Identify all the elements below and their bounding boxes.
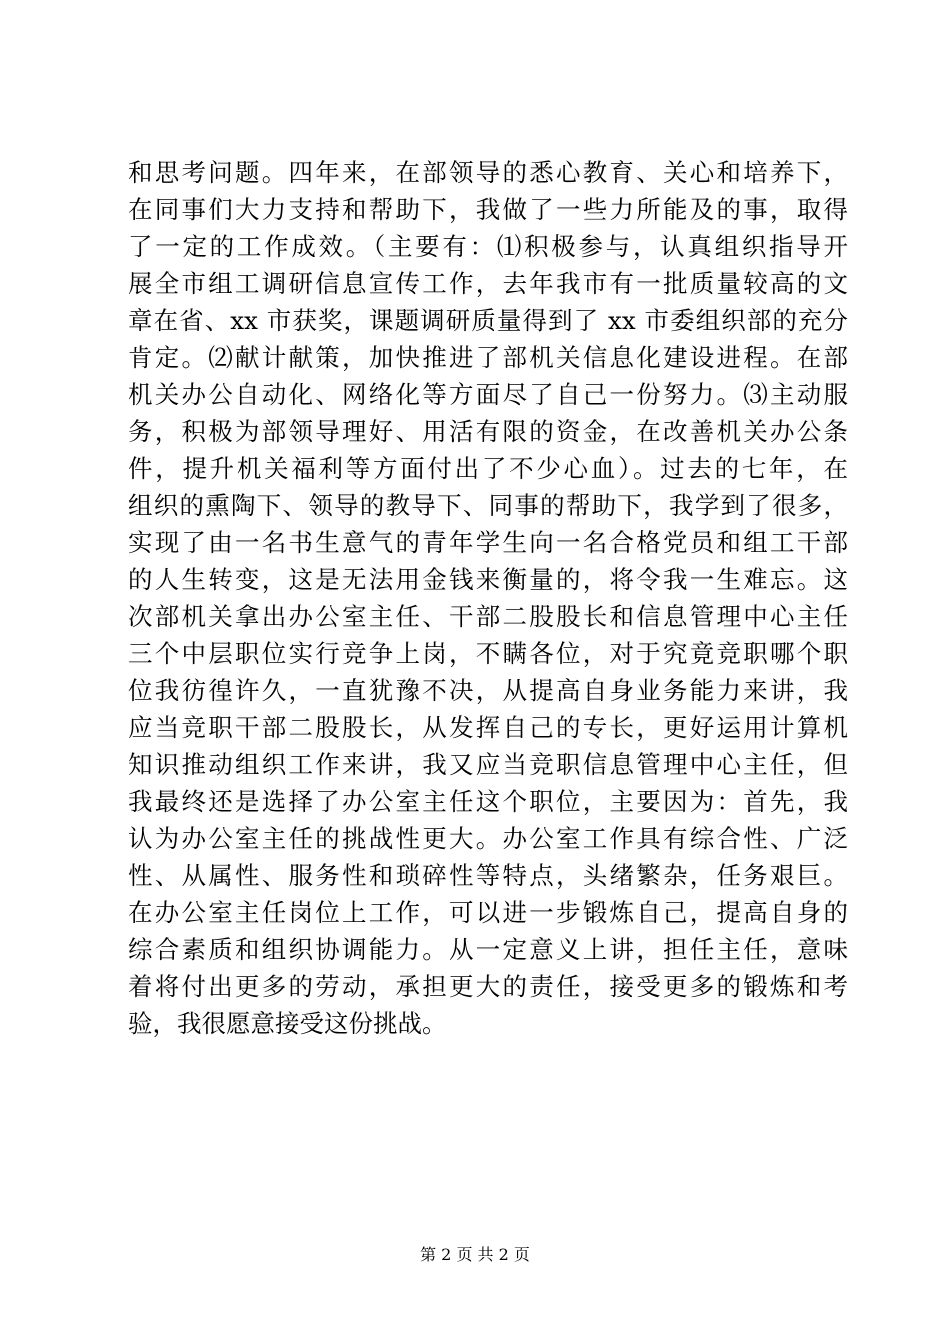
text-line: 实现了由一名书生意气的青年学生向一名合格党员和组工干部	[128, 528, 848, 557]
text-line: 在同事们大力支持和帮助下，我做了一些力所能及的事，取得	[128, 195, 848, 224]
text-line: 组织的熏陶下、领导的教导下、同事的帮助下，我学到了很多，	[128, 491, 848, 520]
body-paragraph	[128, 154, 848, 1042]
text-line: 机关办公自动化、网络化等方面尽了自己一份努力。⑶主动服	[128, 380, 848, 409]
text-line: 章在省、xx 市获奖，课题调研质量得到了 xx 市委组织部的充分	[128, 306, 848, 335]
text-line: 认为办公室主任的挑战性更大。办公室工作具有综合性、广泛	[128, 824, 848, 853]
text-line: 次部机关拿出办公室主任、干部二股股长和信息管理中心主任	[128, 602, 848, 631]
text-line: 知识推动组织工作来讲，我又应当竞职信息管理中心主任，但	[128, 750, 848, 779]
text-line: 和思考问题。四年来，在部领导的悉心教育、关心和培养下，	[128, 158, 848, 187]
text-line: 件，提升机关福利等方面付出了不少心血）。过去的七年，在	[128, 454, 848, 483]
text-line: 位我彷徨许久，一直犹豫不决，从提高自身业务能力来讲，我	[128, 676, 848, 705]
text-line: 在办公室主任岗位上工作，可以进一步锻炼自己，提高自身的	[128, 898, 848, 927]
text-line: 展全市组工调研信息宣传工作，去年我市有一批质量较高的文	[128, 269, 848, 298]
text-line: 性、从属性、服务性和琐碎性等特点，头绪繁杂，任务艰巨。	[128, 861, 848, 890]
text-line: 我最终还是选择了办公室主任这个职位，主要因为：首先，我	[128, 787, 848, 816]
text-line: 验，我很愿意接受这份挑战。	[128, 1009, 447, 1038]
text-line: 肯定。⑵献计献策，加快推进了部机关信息化建设进程。在部	[128, 343, 848, 372]
page-number-footer: 第 2 页 共 2 页	[420, 1245, 530, 1264]
text-line: 三个中层职位实行竞争上岗，不瞒各位，对于究竟竞职哪个职	[128, 639, 848, 668]
text-line: 综合素质和组织协调能力。从一定意义上讲，担任主任，意味	[128, 935, 848, 964]
text-line: 应当竞职干部二股股长，从发挥自己的专长，更好运用计算机	[128, 713, 848, 742]
text-line: 了一定的工作成效。（主要有：⑴积极参与，认真组织指导开	[128, 232, 848, 261]
text-line: 着将付出更多的劳动，承担更大的责任，接受更多的锻炼和考	[128, 972, 848, 1001]
text-line: 的人生转变，这是无法用金钱来衡量的，将令我一生难忘。这	[128, 565, 848, 594]
text-line: 务，积极为部领导理好、用活有限的资金，在改善机关办公条	[128, 417, 848, 446]
